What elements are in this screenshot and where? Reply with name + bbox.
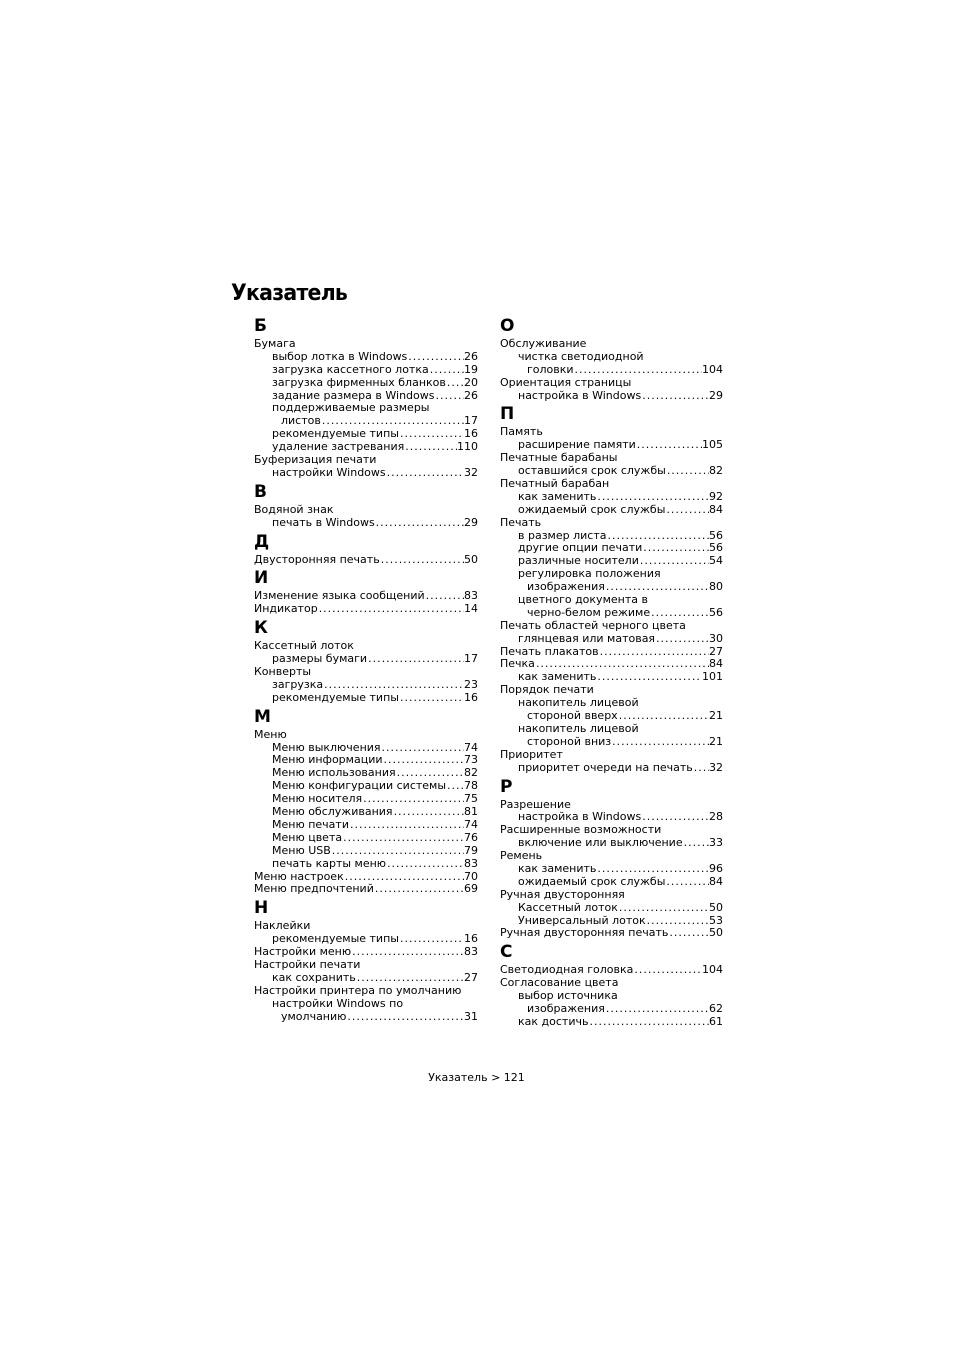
entry-text: Обслуживание: [500, 337, 587, 350]
index-entry: [254, 554, 478, 567]
entry-text: рекомендуемые типы: [272, 932, 399, 946]
section-letter: Д: [254, 531, 270, 552]
index-entry: [500, 338, 723, 351]
index-entry: [500, 1016, 723, 1029]
section-letter: Н: [254, 898, 269, 919]
leader-dots: [633, 964, 702, 977]
entry-page-number: 16: [464, 690, 478, 704]
index-section: [254, 708, 478, 897]
entry-page-number: 20: [464, 375, 478, 389]
entry-text: изображения: [527, 1001, 605, 1015]
entry-text: печать в Windows: [272, 515, 375, 529]
entry-text: Печатные барабаны: [500, 451, 618, 465]
entry-page-number: 79: [464, 843, 478, 857]
section-letter: С: [500, 942, 513, 963]
index-entry: [500, 351, 723, 364]
entry-text: ожидаемый срок службы: [518, 874, 666, 888]
leader-dots: [665, 876, 709, 889]
entry-text: Меню выключения: [272, 740, 381, 754]
page-title: Указатель: [231, 281, 348, 306]
leader-dots: [618, 902, 709, 915]
entry-text: изображения: [527, 580, 605, 594]
entry-text: головки: [527, 362, 574, 376]
entry-page-number: 56: [709, 605, 723, 619]
leader-dots: [650, 607, 709, 620]
index-entry: [254, 729, 478, 742]
entry-page-number: 32: [709, 760, 723, 774]
entry-text: накопитель лицевой: [518, 721, 639, 735]
entry-page-number: 61: [709, 1014, 723, 1028]
entry-text: стороной вверх: [527, 709, 618, 723]
leader-dots: [425, 590, 464, 603]
entry-text: Ремень: [500, 849, 543, 863]
index-entry: [500, 876, 723, 889]
entry-text: выбор лотка в Windows: [272, 349, 408, 363]
entry-text: Расширенные возможности: [500, 823, 662, 837]
index-entry: [254, 666, 478, 679]
entry-text: листов: [281, 414, 321, 428]
entry-page-number: 54: [709, 554, 723, 568]
index-entry: [500, 710, 723, 723]
leader-dots: [386, 858, 464, 871]
leader-dots: [618, 710, 709, 723]
entry-page-number: 21: [709, 734, 723, 748]
entry-text: задание размера в Windows: [272, 388, 435, 402]
entry-text: Универсальный лоток: [518, 913, 646, 927]
entry-page-number: 32: [464, 465, 478, 479]
entry-text: Печатный барабан: [500, 477, 610, 491]
entry-page-number: 28: [709, 810, 723, 824]
index-section: [254, 533, 478, 567]
entry-text: Бумага: [254, 337, 296, 350]
entry-text: настройка в Windows: [518, 810, 642, 824]
index-entry: [500, 478, 723, 491]
entry-text: как заменить: [518, 670, 597, 684]
leader-dots: [668, 927, 709, 940]
index-entry: [500, 736, 723, 749]
entry-text: загрузка фирменных бланков: [272, 375, 446, 389]
entry-text: удаление застревания: [272, 440, 405, 454]
leader-dots: [367, 653, 464, 666]
entry-text: Согласование цвета: [500, 976, 619, 990]
entry-text: размеры бумаги: [272, 652, 368, 666]
entry-page-number: 50: [464, 552, 478, 566]
entry-page-number: 50: [709, 926, 723, 940]
index-entry: [500, 633, 723, 646]
entry-text: Меню информации: [272, 753, 383, 767]
entry-text: Меню предпочтений: [254, 882, 374, 896]
index-section: [254, 619, 478, 704]
entry-page-number: 83: [464, 589, 478, 603]
entry-page-number: 26: [464, 349, 478, 363]
entry-text: различные носители: [518, 554, 639, 568]
entry-page-number: 69: [464, 882, 478, 896]
entry-text: Кассетный лоток: [518, 900, 618, 914]
leader-dots: [380, 554, 464, 567]
leader-dots: [429, 364, 464, 377]
leader-dots: [375, 517, 464, 530]
index-entry: [254, 845, 478, 858]
entry-text: как сохранить: [272, 970, 356, 984]
index-entry: [500, 390, 723, 403]
entry-page-number: 19: [464, 362, 478, 376]
index-entry: [254, 858, 478, 871]
entry-text: поддерживаемые размеры: [272, 401, 430, 415]
entry-text: чистка светодиодной: [518, 349, 644, 363]
entry-text: глянцевая или матовая: [518, 631, 656, 645]
entry-text: настройки Windows: [272, 465, 386, 479]
index-entry: [254, 832, 478, 845]
leader-dots: [596, 863, 709, 876]
entry-text: Меню печати: [272, 817, 349, 831]
leader-dots: [346, 1011, 464, 1024]
entry-text: Меню USB: [272, 843, 331, 857]
section-letter: К: [254, 618, 268, 639]
entry-page-number: 78: [464, 779, 478, 793]
index-entry: [500, 364, 723, 377]
entry-page-number: 62: [709, 1001, 723, 1015]
index-section: [500, 778, 723, 941]
entry-text: Настройки меню: [254, 945, 352, 959]
index-entry: [500, 902, 723, 915]
leader-dots: [596, 491, 709, 504]
entry-page-number: 73: [464, 753, 478, 767]
leader-dots: [331, 845, 464, 858]
entry-text: умолчанию: [281, 1009, 347, 1023]
index-section: [500, 317, 723, 402]
footer-text: Указатель > 121: [428, 1071, 525, 1084]
leader-dots: [381, 742, 464, 755]
index-entry: [254, 377, 478, 390]
index-entry: [500, 594, 723, 607]
entry-text: Изменение языка сообщений: [254, 589, 425, 603]
entry-page-number: 81: [464, 805, 478, 819]
entry-text: регулировка положения: [518, 567, 661, 581]
index-entry: [500, 723, 723, 736]
entry-text: Меню носителя: [272, 792, 363, 806]
section-letter: Б: [254, 316, 267, 336]
entry-text: настройка в Windows: [518, 388, 642, 402]
index-section: [500, 943, 723, 1028]
leader-dots: [636, 439, 702, 452]
entry-text: Печать плакатов: [500, 644, 599, 658]
index-entry: [500, 1003, 723, 1016]
entry-page-number: 14: [464, 602, 478, 616]
entry-text: Кассетный лоток: [254, 639, 354, 653]
entry-page-number: 104: [702, 963, 723, 977]
leader-dots: [605, 1003, 709, 1016]
entry-page-number: 84: [709, 657, 723, 671]
index-entry: [500, 927, 723, 940]
entry-page-number: 110: [457, 440, 478, 454]
entry-text: Ориентация страницы: [500, 375, 632, 389]
index-entry: [254, 454, 478, 467]
index-entry: [500, 620, 723, 633]
entry-text: загрузка кассетного лотка: [272, 362, 429, 376]
entry-text: Двусторонняя печать: [254, 552, 380, 566]
leader-dots: [349, 819, 464, 832]
entry-text: Память: [500, 425, 543, 439]
entry-page-number: 31: [464, 1009, 478, 1023]
leader-dots: [399, 933, 464, 946]
entry-text: накопитель лицевой: [518, 696, 639, 710]
entry-text: оставшийся срок службы: [518, 464, 666, 478]
index-entry: [500, 863, 723, 876]
index-entry: [500, 504, 723, 517]
entry-page-number: 17: [464, 414, 478, 428]
entry-page-number: 21: [709, 709, 723, 723]
index-section: [254, 899, 478, 1023]
entry-page-number: 30: [709, 631, 723, 645]
index-entry: [254, 819, 478, 832]
entry-text: в размер листа: [518, 528, 607, 542]
entry-text: Конверты: [254, 665, 312, 679]
index-section: [500, 405, 723, 774]
entry-text: Меню настроек: [254, 869, 344, 883]
entry-page-number: 33: [709, 836, 723, 850]
entry-text: расширение памяти: [518, 438, 636, 452]
entry-page-number: 29: [464, 515, 478, 529]
index-entry: [254, 364, 478, 377]
entry-page-number: 105: [702, 438, 723, 452]
leader-dots: [641, 390, 709, 403]
entry-text: Буферизация печати: [254, 453, 377, 467]
entry-page-number: 84: [709, 874, 723, 888]
leader-dots: [683, 837, 709, 850]
leader-dots: [596, 671, 702, 684]
index-entry: [254, 959, 478, 972]
entry-text: Меню: [254, 727, 287, 741]
entry-page-number: 83: [464, 945, 478, 959]
leader-dots: [588, 1016, 709, 1029]
entry-page-number: 75: [464, 792, 478, 806]
index-entry: [254, 972, 478, 985]
leader-dots: [446, 377, 464, 390]
entry-text: Приоритет: [500, 747, 563, 761]
entry-text: рекомендуемые типы: [272, 427, 399, 441]
entry-text: Печать областей черного цвета: [500, 618, 686, 632]
leader-dots: [446, 780, 464, 793]
entry-text: Порядок печати: [500, 683, 594, 697]
entry-page-number: 29: [709, 388, 723, 402]
section-letter: В: [254, 481, 267, 502]
entry-page-number: 27: [464, 970, 478, 984]
index-entry: [254, 806, 478, 819]
entry-text: как заменить: [518, 861, 597, 875]
entry-text: Наклейки: [254, 919, 311, 933]
entry-text: цветного документа в: [518, 593, 648, 607]
entry-page-number: 23: [464, 677, 478, 691]
index-entry: [254, 985, 478, 998]
section-letter: И: [254, 568, 269, 589]
index-entry: [254, 883, 478, 896]
leader-dots: [342, 832, 464, 845]
index-column-right: [500, 316, 723, 1029]
leader-dots: [434, 390, 464, 403]
index-entry: [500, 377, 723, 390]
entry-text: печать карты меню: [272, 856, 387, 870]
entry-page-number: 104: [702, 362, 723, 376]
entry-text: Разрешение: [500, 797, 571, 811]
entry-text: Меню цвета: [272, 830, 343, 844]
entry-text: как заменить: [518, 489, 597, 503]
index-entry: [254, 517, 478, 530]
entry-page-number: 83: [464, 856, 478, 870]
index-entry: [254, 1011, 478, 1024]
leader-dots: [407, 351, 464, 364]
entry-text: черно-белом режиме: [527, 605, 651, 619]
entry-page-number: 96: [709, 861, 723, 875]
entry-page-number: 74: [464, 740, 478, 754]
leader-dots: [574, 364, 702, 377]
entry-text: Водяной знак: [254, 502, 334, 516]
page-footer: [0, 1071, 955, 1084]
section-letter: Р: [500, 776, 513, 797]
entry-text: включение или выключение: [518, 836, 683, 850]
index-entry: [500, 749, 723, 762]
leader-dots: [655, 633, 709, 646]
leader-dots: [351, 946, 464, 959]
entry-text: Светодиодная головка: [500, 963, 634, 977]
entry-text: стороной вниз: [527, 734, 612, 748]
index-section: [254, 569, 478, 616]
entry-text: выбор источника: [518, 989, 618, 1003]
leader-dots: [599, 646, 709, 659]
entry-text: Меню конфигурации системы: [272, 779, 447, 793]
index-entry: [500, 762, 723, 775]
entry-page-number: 50: [709, 900, 723, 914]
leader-dots: [393, 806, 464, 819]
index-entry: [254, 998, 478, 1011]
entry-page-number: 70: [464, 869, 478, 883]
leader-dots: [356, 972, 464, 985]
leader-dots: [666, 465, 709, 478]
entry-text: Меню обслуживания: [272, 805, 393, 819]
entry-text: Меню использования: [272, 766, 396, 780]
entry-page-number: 16: [464, 427, 478, 441]
entry-page-number: 92: [709, 489, 723, 503]
leader-dots: [611, 736, 709, 749]
entry-text: настройки Windows по: [272, 996, 404, 1010]
index-section: [254, 317, 478, 480]
entry-page-number: 101: [702, 670, 723, 684]
section-letter: М: [254, 706, 271, 727]
entry-page-number: 76: [464, 830, 478, 844]
entry-page-number: 16: [464, 932, 478, 946]
entry-text: Ручная двусторонняя печать: [500, 926, 669, 940]
leader-dots: [399, 428, 464, 441]
leader-dots: [323, 679, 464, 692]
index-section: [254, 483, 478, 530]
entry-text: приоритет очереди на печать: [518, 760, 693, 774]
entry-text: Индикатор: [254, 602, 318, 616]
index-entry: [254, 351, 478, 364]
index-entry: [500, 517, 723, 530]
leader-dots: [374, 883, 464, 896]
leader-dots: [693, 762, 709, 775]
entry-page-number: 80: [709, 580, 723, 594]
entry-text: рекомендуемые типы: [272, 690, 399, 704]
entry-text: как достичь: [518, 1014, 589, 1028]
entry-page-number: 74: [464, 817, 478, 831]
section-letter: П: [500, 404, 515, 425]
entry-text: Печка: [500, 657, 535, 671]
entry-text: Печать: [500, 515, 542, 529]
entry-page-number: 17: [464, 652, 478, 666]
index-entry: [254, 679, 478, 692]
entry-page-number: 84: [709, 502, 723, 516]
leader-dots: [399, 692, 464, 705]
index-column-left: [254, 316, 478, 1023]
entry-page-number: 53: [709, 913, 723, 927]
entry-text: Настройки принтера по умолчанию: [254, 983, 462, 997]
entry-page-number: 26: [464, 388, 478, 402]
index-entry: [500, 607, 723, 620]
entry-text: Ручная двусторонняя: [500, 887, 625, 901]
entry-text: Настройки печати: [254, 957, 361, 971]
entry-text: загрузка: [272, 677, 324, 691]
entry-page-number: 56: [709, 528, 723, 542]
section-letter: О: [500, 316, 515, 336]
leader-dots: [318, 603, 464, 616]
entry-page-number: 56: [709, 541, 723, 555]
leader-dots: [642, 542, 709, 555]
leader-dots: [665, 504, 709, 517]
entry-page-number: 82: [464, 766, 478, 780]
leader-dots: [386, 467, 464, 480]
index-entry: [254, 504, 478, 517]
index-entry: [254, 467, 478, 480]
entry-page-number: 82: [709, 464, 723, 478]
entry-text: другие опции печати: [518, 541, 643, 555]
index-entry: [254, 338, 478, 351]
leader-dots: [404, 441, 457, 454]
index-entry: [254, 692, 478, 705]
entry-page-number: 27: [709, 644, 723, 658]
index-entry: [500, 889, 723, 902]
index-entry: [500, 491, 723, 504]
entry-text: ожидаемый срок службы: [518, 502, 666, 516]
index-entry: [254, 603, 478, 616]
